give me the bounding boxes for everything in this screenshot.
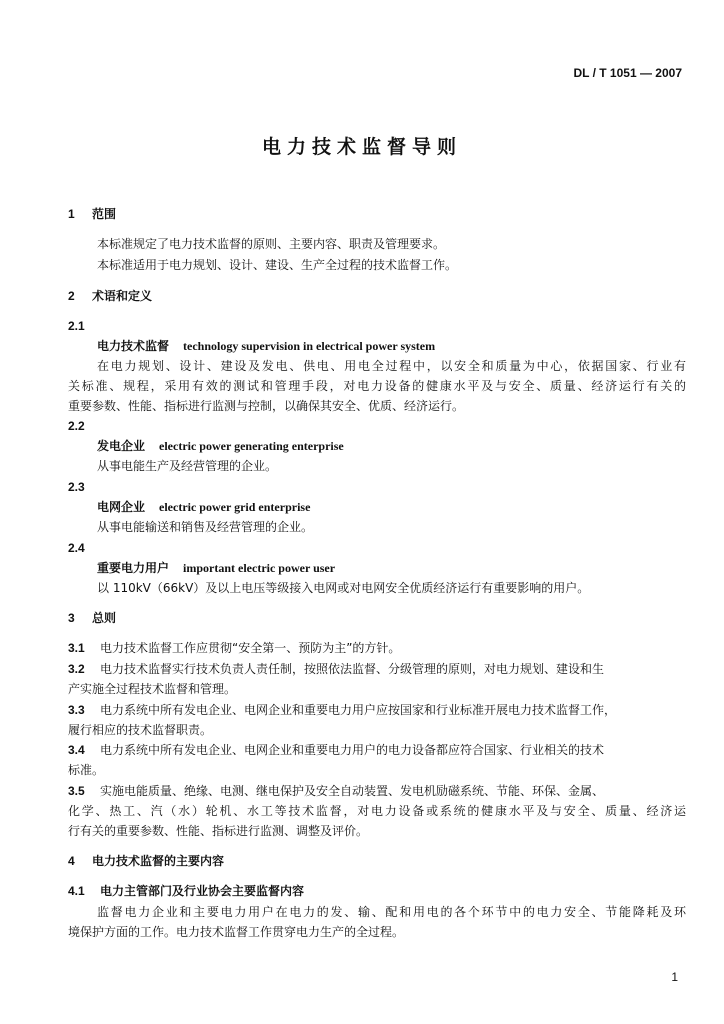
clause-number: 3.5 bbox=[68, 784, 85, 798]
clause bbox=[68, 661, 686, 677]
section-3-heading bbox=[68, 610, 686, 626]
clause-continuation: 标准。 bbox=[68, 763, 105, 777]
term-en: electric power generating enterprise bbox=[159, 439, 344, 453]
definition-line: 以 110kV（66kV）及以上电压等级接入电网或对电网安全优质经济运行有重要影响的用户。 bbox=[97, 581, 590, 595]
clause-number: 3.1 bbox=[68, 641, 85, 655]
clause-number: 3.2 bbox=[68, 662, 85, 676]
term-zh: 重要电力用户 bbox=[97, 561, 170, 575]
definition-line: 关标准、规程，采用有效的测试和管理手段，对电力设备的健康水平及与安全、质量、经济运行有关的 bbox=[68, 379, 686, 393]
clause-number: 3.4 bbox=[68, 743, 85, 757]
clause bbox=[68, 702, 686, 718]
clause-continuation: 化学、热工、汽（水）轮机、水工等技术监督，对电力设备或系统的健康水平及与安全、质量、经济运 bbox=[68, 804, 686, 818]
term-entry bbox=[97, 560, 686, 576]
term-entry bbox=[97, 338, 686, 354]
section-title: 总则 bbox=[92, 611, 117, 625]
clause-text: 电力系统中所有发电企业、电网企业和重要电力用户应按国家和行业标准开展电力技术监督工作， bbox=[100, 703, 617, 717]
clause-number: 4.1 bbox=[68, 884, 85, 898]
term-number: 2.2 bbox=[68, 419, 85, 433]
paragraph-line: 监督电力企业和主要电力用户在电力的发、输、配和用电的各个环节中的电力安全、节能降耗及环 bbox=[97, 905, 686, 919]
definition-line: 从事电能输送和销售及经营管理的企业。 bbox=[97, 520, 314, 534]
page-number: 1 bbox=[671, 970, 678, 984]
term-entry bbox=[97, 499, 686, 515]
clause-text: 电力技术监督实行技术负责人责任制，按照依法监督、分级管理的原则，对电力规划、建设和生 bbox=[100, 662, 605, 676]
section-2-heading bbox=[68, 288, 686, 304]
clause-number: 3.3 bbox=[68, 703, 85, 717]
clause bbox=[68, 640, 686, 656]
standard-code: DL / T 1051 — 2007 bbox=[573, 66, 682, 80]
clause bbox=[68, 742, 686, 758]
clause-continuation: 产实施全过程技术监督和管理。 bbox=[68, 682, 237, 696]
section-title: 术语和定义 bbox=[92, 289, 153, 303]
term-en: technology supervision in electrical power system bbox=[183, 339, 436, 353]
paragraph: 本标准规定了电力技术监督的原则、主要内容、职责及管理要求。 bbox=[97, 237, 446, 251]
term-zh: 发电企业 bbox=[97, 439, 146, 453]
subsection-heading bbox=[68, 883, 686, 899]
term-zh: 电网企业 bbox=[97, 500, 146, 514]
term-en: important electric power user bbox=[183, 561, 336, 575]
paragraph-line: 境保护方面的工作。电力技术监督工作贯穿电力生产的全过程。 bbox=[68, 925, 405, 939]
section-title: 范围 bbox=[92, 207, 117, 221]
term-zh: 电力技术监督 bbox=[97, 339, 170, 353]
term-number: 2.1 bbox=[68, 319, 85, 333]
section-number: 1 bbox=[68, 207, 75, 221]
clause-text: 实施电能质量、绝缘、电测、继电保护及安全自动装置、发电机励磁系统、节能、环保、金属、 bbox=[100, 784, 605, 798]
definition-line: 从事电能生产及经营管理的企业。 bbox=[97, 459, 278, 473]
document-title: 电力技术监督导则 bbox=[261, 136, 462, 158]
definition-line: 重要参数、性能、指标进行监测与控制，以确保其安全、优质、经济运行。 bbox=[68, 399, 465, 413]
section-number: 3 bbox=[68, 611, 75, 625]
section-1-heading bbox=[68, 206, 686, 222]
term-number: 2.4 bbox=[68, 541, 85, 555]
section-title: 电力技术监督的主要内容 bbox=[92, 854, 225, 868]
term-en: electric power grid enterprise bbox=[159, 500, 311, 514]
section-4-heading bbox=[68, 853, 686, 869]
clause bbox=[68, 783, 686, 799]
paragraph: 本标准适用于电力规划、设计、建设、生产全过程的技术监督工作。 bbox=[97, 258, 458, 272]
clause-text: 电力系统中所有发电企业、电网企业和重要电力用户的电力设备都应符合国家、行业相关的技术 bbox=[100, 743, 605, 757]
clause-text: 电力技术监督工作应贯彻“安全第一、预防为主”的方针。 bbox=[100, 641, 401, 655]
term-number: 2.3 bbox=[68, 480, 85, 494]
clause-continuation: 行有关的重要参数、性能、指标进行监测、调整及评价。 bbox=[68, 824, 369, 838]
section-number: 2 bbox=[68, 289, 75, 303]
section-number: 4 bbox=[68, 854, 75, 868]
subsection-title: 电力主管部门及行业协会主要监督内容 bbox=[100, 884, 305, 898]
definition-line: 在电力规划、设计、建设及发电、供电、用电全过程中，以安全和质量为中心，依据国家、行业有 bbox=[97, 359, 686, 373]
clause-continuation: 履行相应的技术监督职责。 bbox=[68, 723, 213, 737]
term-entry bbox=[97, 438, 686, 454]
